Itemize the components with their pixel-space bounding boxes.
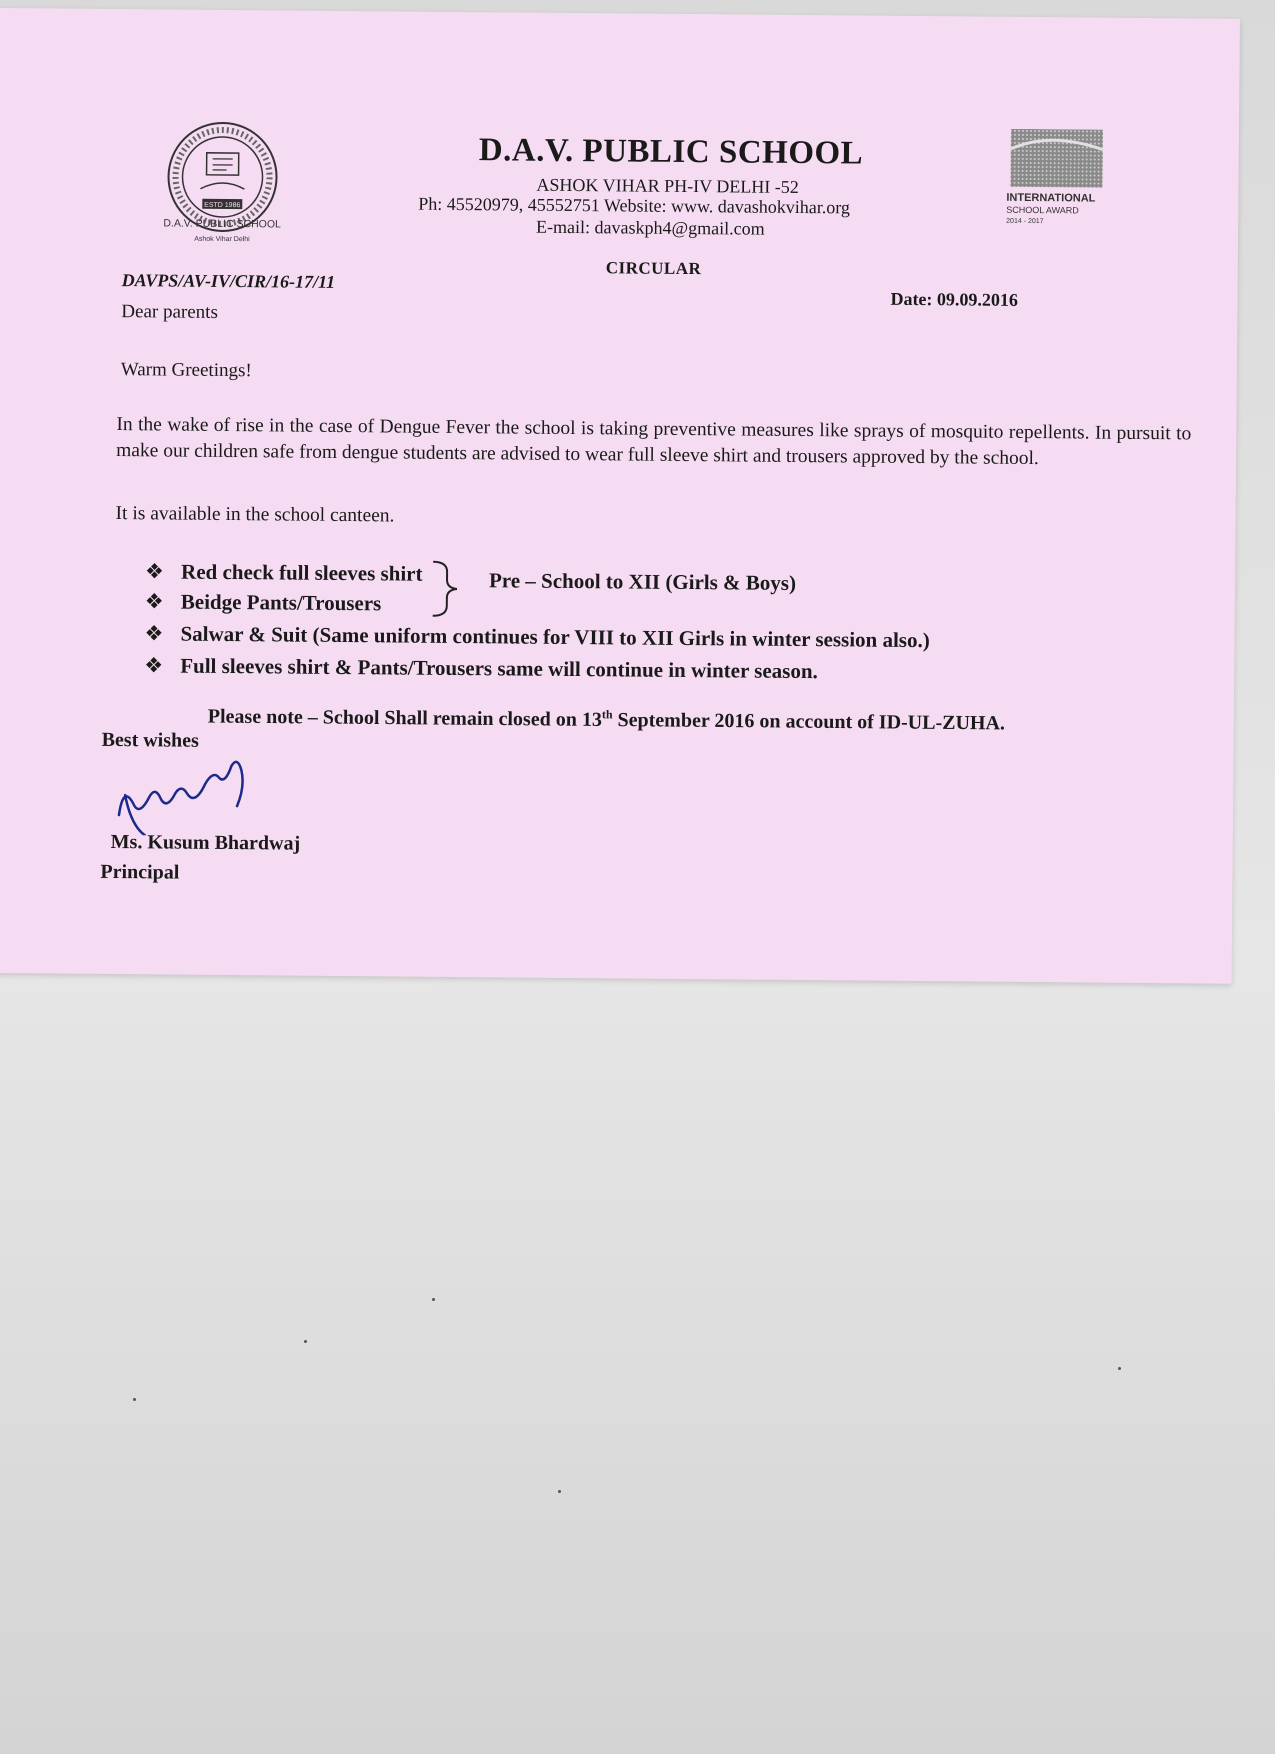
logo-estd: ESTD 1986 (204, 201, 241, 210)
award-logo-icon (1000, 129, 1111, 236)
salutation: Dear parents (121, 301, 218, 323)
bullet-diamond-icon: ❖ (144, 559, 165, 584)
award-line-3: 2014 - 2017 (1006, 217, 1044, 226)
circular-reference: DAVPS/AV-IV/CIR/16-17/11 (121, 270, 336, 292)
signatory-designation: Principal (100, 860, 180, 884)
closure-note-text-end: September 2016 on account of ID-UL-ZUHA. (612, 709, 1006, 735)
availability-note: It is available in the school canteen. (115, 503, 395, 527)
greeting: Warm Greetings! (120, 359, 252, 382)
scan-speck (432, 1298, 435, 1301)
list-item-text: Salwar & Suit (Same uniform continues for VIII to XII Girls in winter session also.) (180, 621, 930, 653)
school-name: D.A.V. PUBLIC SCHOOL (478, 132, 864, 172)
bullet-diamond-icon: ❖ (144, 653, 164, 678)
signatory-name: Ms. Kusum Bhardwaj (110, 830, 301, 855)
closure-note-sup: th (601, 707, 613, 722)
logo-school-name: D.A.V. PUBLIC SCHOOL (163, 217, 281, 231)
list-item-text: Beidge Pants/Trousers (180, 589, 382, 616)
scan-speck (1118, 1367, 1121, 1370)
scan-speck (558, 1490, 561, 1493)
body-paragraph (116, 412, 1191, 473)
school-email: E-mail: davaskph4@gmail.com (536, 216, 765, 239)
closure-note (208, 704, 1005, 736)
list-item (145, 589, 382, 616)
closing: Best wishes (101, 728, 199, 752)
list-item-text: Red check full sleeves shirt (180, 559, 423, 586)
scan-speck (133, 1398, 136, 1401)
scan-speck (304, 1340, 307, 1343)
circular-date: Date: 09.09.2016 (890, 288, 1019, 310)
signature-image (111, 745, 282, 836)
list-item (144, 653, 818, 684)
body-paragraph-text: In the wake of rise in the case of Dengue Fever the school is taking preventive measures like sprays of mosquito repellents. In pursuit to make our children safe from dengue students are advised to wear full sleeve shirt and trousers approved by the school. (116, 414, 1192, 470)
circular-sheet (0, 8, 1240, 984)
closure-note-text: Please note – School Shall remain closed on 13 (207, 705, 602, 731)
circular-title: CIRCULAR (605, 258, 702, 279)
award-line-1: INTERNATIONAL (1006, 191, 1096, 205)
brace-icon (429, 560, 476, 618)
bullet-diamond-icon: ❖ (144, 589, 164, 614)
list-item-text: Full sleeves shirt & Pants/Trousers same will continue in winter season. (180, 653, 818, 684)
bullet-group-label: Pre – School to XII (Girls & Boys) (488, 568, 797, 595)
school-address: ASHOK VIHAR PH-IV DELHI -52 (536, 174, 799, 197)
school-logo-icon (154, 114, 291, 253)
school-contact: Ph: 45520979, 45552751 Website: www. davashokvihar.org (418, 193, 851, 218)
logo-place: Ashok Vihar Delhi (194, 235, 250, 244)
list-item (145, 559, 423, 586)
list-item (144, 621, 929, 653)
award-line-2: SCHOOL AWARD (1006, 204, 1079, 216)
bullet-diamond-icon: ❖ (144, 621, 164, 646)
